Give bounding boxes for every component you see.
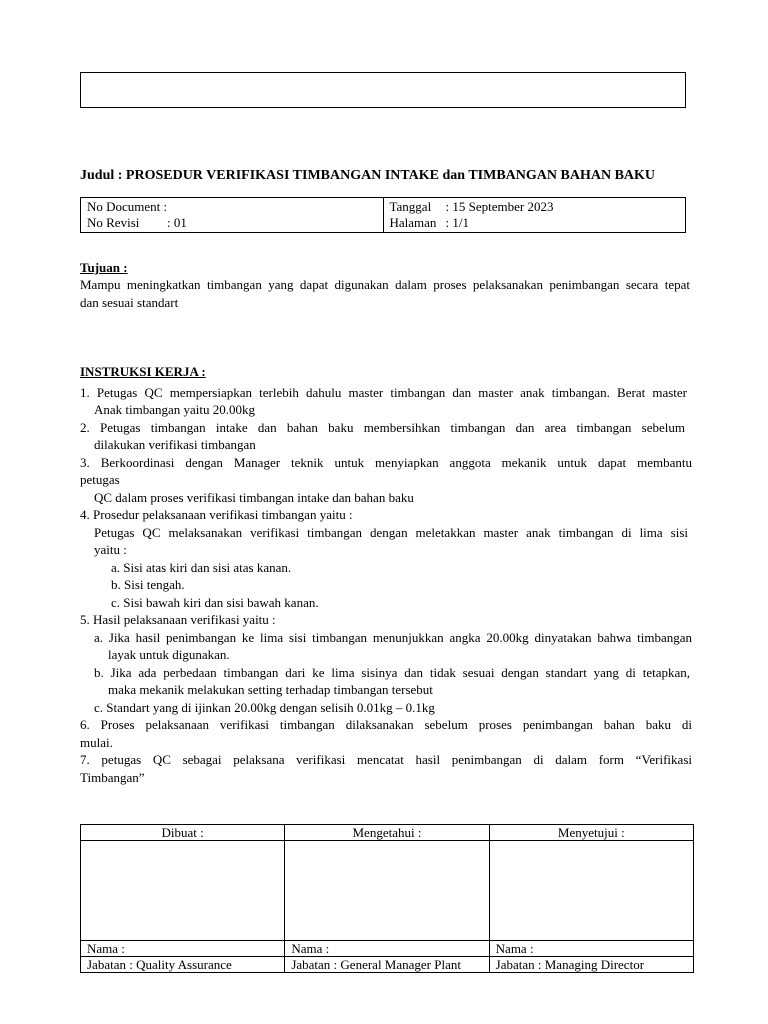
tujuan-text [80,276,690,311]
mengetahui-jabatan: Jabatan : General Manager Plant [285,957,489,973]
instruction-line: 3. Berkoordinasi dengan Manager teknik untuk menyiapkan anggota mekanik untuk dapat membantu [80,455,692,470]
instruction-line: QC dalam proses verifikasi timbangan intake dan bahan baku [94,490,414,505]
instruction-line: a. Jika hasil penimbangan ke lima sisi timbangan menunjukkan angka 20.00kg dinyatakan bahwa timbangan [94,630,692,645]
instruction-line: a. Sisi atas kiri dan sisi atas kanan. [111,560,292,575]
instruction-line: Timbangan” [80,770,145,785]
instruction-line: Anak timbangan yaitu 20.00kg [94,402,256,417]
signature-table [80,824,694,973]
instruction-line: c. Sisi bawah kiri dan sisi bawah kanan. [111,595,319,610]
no-revisi-label: No Revisi [87,215,140,230]
mengetahui-header: Mengetahui : [285,825,489,841]
tanggal-value: : 15 September 2023 [445,199,554,214]
tanggal [390,199,680,215]
instruksi-heading: INSTRUKSI KERJA : [80,364,206,379]
instruction-line: mulai. [80,735,113,750]
halaman [390,215,680,231]
document-title: Judul : PROSEDUR VERIFIKASI TIMBANGAN INTAKE dan TIMBANGAN BAHAN BAKU [80,168,656,183]
document-meta-table [80,197,686,233]
instruction-line: b. Sisi tengah. [111,577,185,592]
instruction-line: dilakukan verifikasi timbangan [94,437,256,452]
menyetujui-signature-space [489,841,693,941]
tujuan-line-2: dan sesuai standart [80,294,179,310]
meta-left-cell [81,198,384,233]
dibuat-nama: Nama : [81,941,285,957]
dibuat-header: Dibuat : [81,825,285,841]
instruction-line: 5. Hasil pelaksanaan verifikasi yaitu : [80,612,276,627]
instruction-line: petugas [80,472,120,487]
no-document: No Document : [87,199,168,214]
mengetahui-nama: Nama : [285,941,489,957]
instruction-line: yaitu : [94,542,127,557]
mengetahui-signature-space [285,841,489,941]
halaman-label: Halaman [389,215,437,230]
instruction-line: 7. petugas QC sebagai pelaksana verifikasi mencatat hasil penimbangan di dalam form “Verifikasi [80,752,692,767]
no-revisi [87,215,377,231]
instruction-line: layak untuk digunakan. [108,647,230,662]
no-revisi-value: : 01 [167,215,187,230]
menyetujui-nama: Nama : [489,941,693,957]
header-box [80,72,686,108]
instruction-line: 4. Prosedur pelaksanaan verifikasi timbangan yaitu : [80,507,353,522]
instruction-line: 6. Proses pelaksanaan verifikasi timbangan dilaksanakan sebelum proses penimbangan bahan baku di [80,717,692,732]
tujuan-heading: Tujuan : [80,260,128,275]
instruction-line: 1. Petugas QC mempersiapkan terlebih dahulu master timbangan dan master anak timbangan. Berat master [80,385,687,400]
dibuat-jabatan: Jabatan : Quality Assurance [81,957,285,973]
halaman-value: : 1/1 [445,215,469,230]
instruction-line: Petugas QC melaksanakan verifikasi timbangan dengan meletakkan master anak timbangan di lima sisi [94,525,688,540]
tujuan-line-1: Mampu meningkatkan timbangan yang dapat digunakan dalam proses pelaksanakan penimbangan secara tepat [80,277,690,292]
instruction-line: c. Standart yang di ijinkan 20.00kg dengan selisih 0.01kg – 0.1kg [94,700,435,715]
menyetujui-header: Menyetujui : [489,825,693,841]
menyetujui-jabatan: Jabatan : Managing Director [489,957,693,973]
meta-right-cell [383,198,686,233]
instruction-line: 2. Petugas timbangan intake dan bahan baku membersihkan timbangan dan area timbangan sebelum [80,420,685,435]
dibuat-signature-space [81,841,285,941]
instruction-line: b. Jika ada perbedaan timbangan dari ke lima sisinya dan tidak sesuai dengan standart yang di tetapkan, [94,665,690,680]
tanggal-label: Tanggal [389,199,432,214]
instruction-line: maka mekanik melakukan setting terhadap timbangan tersebut [108,682,433,697]
